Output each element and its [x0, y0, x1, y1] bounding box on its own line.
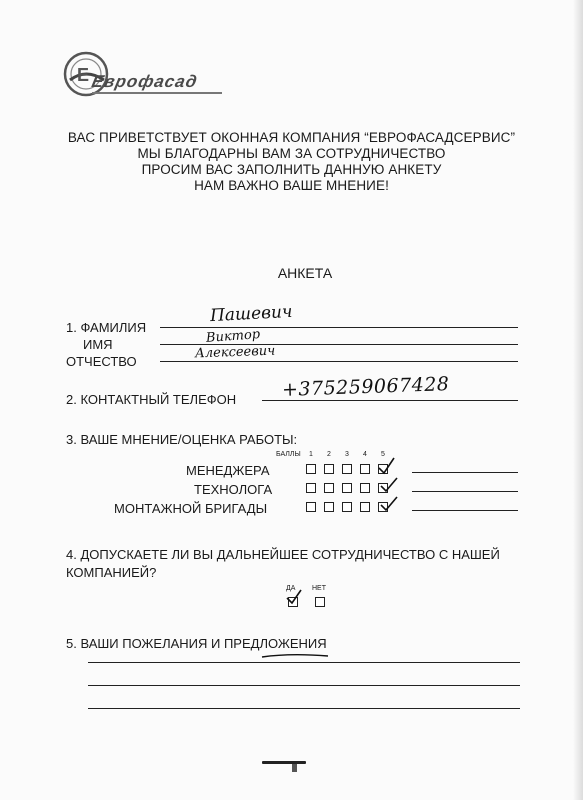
yes-checkmark-icon [284, 588, 304, 608]
manager-score-4[interactable] [360, 464, 370, 474]
staple [262, 761, 306, 764]
greeting-line-2: МЫ БЛАГОДАРНЫ ВАМ ЗА СОТРУДНИЧЕСТВО [137, 146, 446, 161]
phone-label: 2. КОНТАКТНЫЙ ТЕЛЕФОН [66, 392, 237, 407]
cooperation-question-line-1: 4. ДОПУСКАЕТЕ ЛИ ВЫ ДАЛЬНЕЙШЕЕ СОТРУДНИЧЕСТВО С НАШЕЙ [66, 547, 500, 562]
phone-value[interactable]: +375259067428 [281, 373, 450, 401]
surname-value[interactable]: Пашевич [209, 301, 294, 327]
patronymic-line [160, 361, 518, 362]
manager-score-2[interactable] [324, 464, 334, 474]
scale-1: 1 [309, 451, 313, 458]
staple-shadow [292, 764, 297, 772]
crew-score-4[interactable] [360, 502, 370, 512]
rating-label: 3. ВАШЕ МНЕНИЕ/ОЦЕНКА РАБОТЫ: [66, 432, 298, 447]
greeting-line-1: ВАС ПРИВЕТСТВУЕТ ОКОННАЯ КОМПАНИЯ “ЕВРОФАСАДСЕРВИС” [67, 130, 516, 145]
crew-score-1[interactable] [306, 502, 316, 512]
manager-score-3[interactable] [342, 464, 352, 474]
form-title: АНКЕТА [277, 265, 333, 281]
suggestions-line-2 [88, 685, 520, 686]
no-label: НЕТ [312, 585, 326, 592]
manager-comment-line [412, 472, 518, 473]
yes-label: ДА [286, 585, 296, 592]
no-checkbox[interactable] [315, 597, 325, 607]
rating-row-manager-label: МЕНЕДЖЕРА [186, 463, 270, 478]
crew-score-3[interactable] [342, 502, 352, 512]
cooperation-question-line-2: КОМПАНИЕЙ? [66, 565, 157, 580]
scale-2: 2 [327, 451, 331, 458]
crew-checkmark-icon [378, 494, 400, 514]
svg-text:Е: Е [77, 65, 90, 85]
suggestions-line-3 [88, 708, 520, 709]
handwritten-underline [260, 652, 330, 660]
technologist-score-1[interactable] [306, 483, 316, 493]
patronymic-value[interactable]: Алексеевич [194, 343, 276, 362]
manager-checkmark-icon [376, 456, 398, 476]
crew-score-2[interactable] [324, 502, 334, 512]
surname-label: 1. ФАМИЛИЯ [66, 320, 147, 335]
scale-label: БАЛЛЫ [276, 451, 301, 458]
technologist-score-4[interactable] [360, 483, 370, 493]
greeting-line-4: НАМ ВАЖНО ВАШЕ МНЕНИЕ! [194, 178, 389, 193]
name-value[interactable]: Виктор [205, 327, 261, 346]
suggestions-label: 5. ВАШИ ПОЖЕЛАНИЯ И ПРЕДЛОЖЕНИЯ [66, 636, 327, 651]
manager-score-1[interactable] [306, 464, 316, 474]
technologist-score-3[interactable] [342, 483, 352, 493]
company-logo [62, 50, 232, 100]
suggestions-line-1 [88, 662, 520, 663]
rating-row-technologist-label: ТЕХНОЛОГА [194, 482, 273, 497]
scale-3: 3 [345, 451, 349, 458]
patronymic-label: ОТЧЕСТВО [66, 354, 137, 369]
technologist-checkmark-icon [378, 475, 400, 495]
page-edge-shadow [573, 0, 583, 800]
technologist-score-2[interactable] [324, 483, 334, 493]
surname-line [160, 327, 518, 328]
scale-4: 4 [363, 451, 367, 458]
logo-wordmark: Еврофасад [90, 72, 200, 91]
rating-row-crew-label: МОНТАЖНОЙ БРИГАДЫ [114, 501, 268, 516]
logo-underline [92, 92, 222, 94]
name-label: ИМЯ [83, 337, 113, 352]
crew-comment-line [412, 510, 518, 511]
scale-5: 5 [381, 451, 385, 458]
greeting-line-3: ПРОСИМ ВАС ЗАПОЛНИТЬ ДАННУЮ АНКЕТУ [141, 162, 442, 177]
technologist-comment-line [412, 491, 518, 492]
